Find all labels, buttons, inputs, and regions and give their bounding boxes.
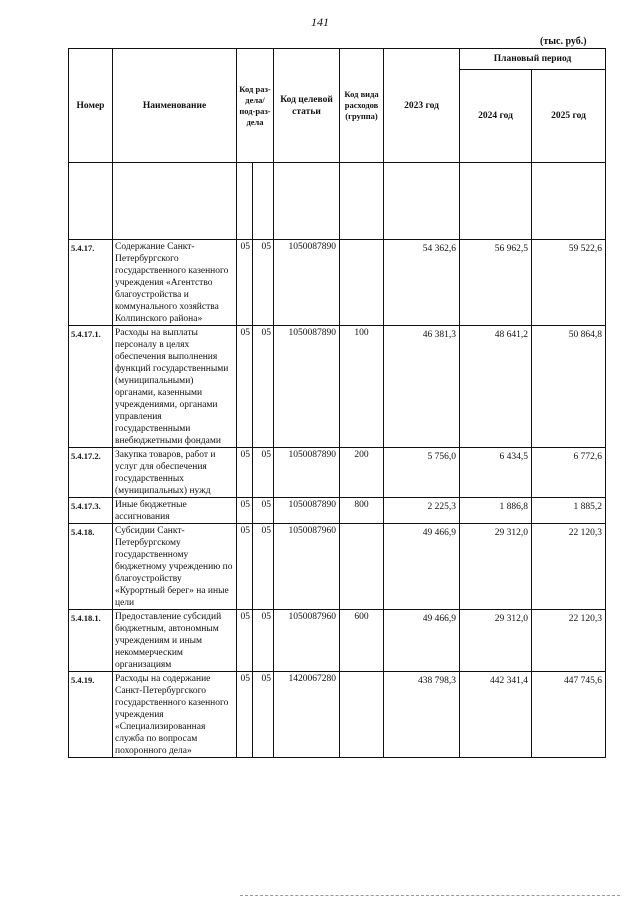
row-amount-2024: 6 434,5 — [460, 448, 532, 498]
row-subsection: 05 — [253, 448, 274, 498]
row-amount-2025: 50 864,8 — [532, 326, 606, 448]
row-name: Предоставление субсидий бюджетным, автономным учреждениям и иным некоммерческим организациям — [113, 610, 237, 672]
row-target-code: 1420067280 — [274, 672, 340, 758]
row-number: 5.4.18. — [69, 524, 113, 610]
table-row — [69, 448, 606, 498]
row-number: 5.4.17.3. — [69, 498, 113, 524]
row-expense-type: 600 — [340, 610, 384, 672]
row-target-code: 1050087890 — [274, 240, 340, 326]
row-amount-2024: 1 886,8 — [460, 498, 532, 524]
row-subsection: 05 — [253, 326, 274, 448]
table-row — [69, 672, 606, 758]
row-amount-2024: 48 641,2 — [460, 326, 532, 448]
table-row — [69, 524, 606, 610]
row-amount-2023: 438 798,3 — [384, 672, 460, 758]
row-amount-2023: 49 466,9 — [384, 524, 460, 610]
row-section: 05 — [237, 448, 253, 498]
row-amount-2024: 442 341,4 — [460, 672, 532, 758]
header-target-code: Код целевой статьи — [274, 49, 340, 163]
row-subsection: 05 — [253, 672, 274, 758]
row-amount-2023: 2 225,3 — [384, 498, 460, 524]
row-target-code: 1050087960 — [274, 610, 340, 672]
row-number: 5.4.17. — [69, 240, 113, 326]
row-amount-2023: 49 466,9 — [384, 610, 460, 672]
row-name: Субсидии Санкт-Петербургскому государственному бюджетному учреждению по благоустройству «Курортный берег» на иные цели — [113, 524, 237, 610]
row-number: 5.4.17.1. — [69, 326, 113, 448]
row-section: 05 — [237, 498, 253, 524]
row-name: Расходы на выплаты персоналу в целях обеспечения выполнения функций государственными (муниципальными) органами, казенными учреждениями, органами управления государственными внебюджетными фондами — [113, 326, 237, 448]
row-target-code: 1050087890 — [274, 326, 340, 448]
row-amount-2023: 5 756,0 — [384, 448, 460, 498]
row-number: 5.4.19. — [69, 672, 113, 758]
row-amount-2025: 447 745,6 — [532, 672, 606, 758]
table-row — [69, 610, 606, 672]
row-expense-type: 200 — [340, 448, 384, 498]
row-section: 05 — [237, 326, 253, 448]
row-amount-2023: 46 381,3 — [384, 326, 460, 448]
row-target-code: 1050087960 — [274, 524, 340, 610]
row-amount-2023: 54 362,6 — [384, 240, 460, 326]
header-expense-type-code: Код вида расходов (группа) — [340, 49, 384, 163]
table-row — [69, 326, 606, 448]
header-2024: 2024 год — [460, 70, 532, 163]
row-amount-2025: 22 120,3 — [532, 610, 606, 672]
row-name: Иные бюджетные ассигнования — [113, 498, 237, 524]
row-amount-2024: 56 962,5 — [460, 240, 532, 326]
row-amount-2025: 59 522,6 — [532, 240, 606, 326]
row-section: 05 — [237, 610, 253, 672]
row-subsection: 05 — [253, 240, 274, 326]
row-amount-2024: 29 312,0 — [460, 610, 532, 672]
row-amount-2025: 1 885,2 — [532, 498, 606, 524]
units-label: (тыс. руб.) — [540, 36, 587, 47]
header-number: Номер — [69, 49, 113, 163]
row-target-code: 1050087890 — [274, 498, 340, 524]
row-amount-2025: 6 772,6 — [532, 448, 606, 498]
row-amount-2024: 29 312,0 — [460, 524, 532, 610]
row-expense-type — [340, 524, 384, 610]
row-amount-2025: 22 120,3 — [532, 524, 606, 610]
row-expense-type — [340, 240, 384, 326]
row-expense-type — [340, 672, 384, 758]
page-edge-marks — [240, 895, 620, 900]
table-row — [69, 240, 606, 326]
row-number: 5.4.18.1. — [69, 610, 113, 672]
row-section: 05 — [237, 524, 253, 610]
row-section: 05 — [237, 672, 253, 758]
table-row — [69, 498, 606, 524]
row-subsection: 05 — [253, 498, 274, 524]
header-2025: 2025 год — [532, 70, 606, 163]
budget-table — [68, 48, 606, 758]
row-name: Закупка товаров, работ и услуг для обеспечения государственных (муниципальных) нужд — [113, 448, 237, 498]
row-name: Содержание Санкт-Петербургского государственного казенного учреждения «Агентство благоустройства и коммунального хозяйства Колпинского района» — [113, 240, 237, 326]
row-subsection: 05 — [253, 524, 274, 610]
row-expense-type: 100 — [340, 326, 384, 448]
header-planned-period: Плановый период — [460, 49, 606, 70]
page-number: 141 — [311, 15, 329, 29]
row-target-code: 1050087890 — [274, 448, 340, 498]
blank-row — [69, 163, 606, 240]
row-name: Расходы на содержание Санкт-Петербургского государственного казенного учреждения «Специализированная служба по вопросам похоронного дела» — [113, 672, 237, 758]
row-number: 5.4.17.2. — [69, 448, 113, 498]
header-name: Наименование — [113, 49, 237, 163]
header-2023: 2023 год — [384, 49, 460, 163]
row-expense-type: 800 — [340, 498, 384, 524]
row-subsection: 05 — [253, 610, 274, 672]
header-section-code: Код раз-дела/ под-раз-дела — [237, 49, 274, 163]
row-section: 05 — [237, 240, 253, 326]
